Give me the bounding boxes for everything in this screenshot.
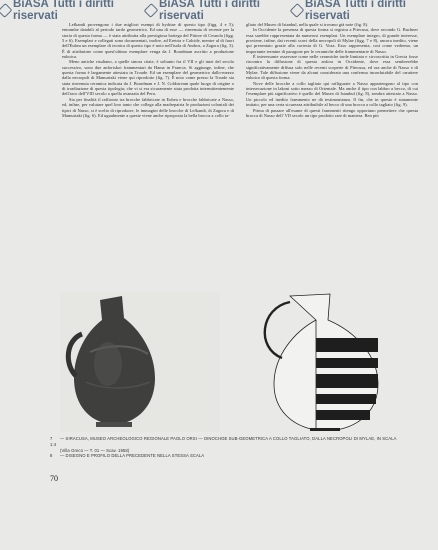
jug-photograph <box>60 292 220 432</box>
figure-caption <box>50 436 400 459</box>
caption-line: 8 — DISEGNO E PROFILO DELLA PRECEDENTE NELLA STESSA SCALA <box>50 453 205 459</box>
paragraph: Lefkandi provengono i due migliori esempi di hydriae di questo tipo (figg. 4 e 5); entrambe databili al periodo tardo geometrico. Ed una di esse — rinvenuta di recente per la storia di questa forma — è stata attribuita alla prestigiosa bottega del Pittore di Cesnola (figg. 5 e 6). Esemplari e collegati sono documentati, inoltre, ad Eretria e Calcide, mentre al di fuori dell'Eubea un esemplare di tecnica di questo tipo è noto nell'isola di Andros, a Zagora (fig. 3). È di attribuirne come quest'ultimo esemplare venga da J. Boardman ascritto a produzione euboica. <box>62 22 234 60</box>
caption-line: 7 — SIRACUSA, MUSEO ARCHEOLOGICO REGIONALE PAOLO ORSI — OINOCHOE SUB-GEOMETRICA A COLLO TAGLIATO, DALLA NECROPOLI DI MYLAE, IN SCALA 1:4 <box>50 436 397 447</box>
watermark-label: BiASA Tutti i diritti riservati <box>146 0 292 20</box>
biasa-logo-icon <box>290 3 305 18</box>
biasa-logo-icon <box>0 3 12 18</box>
page-number: 70 <box>50 474 58 483</box>
watermark-label: BiASA Tutti i diritti riservati <box>292 0 438 20</box>
watermark-label: BiASA Tutti i diritti riservati <box>0 0 146 20</box>
text-column-right <box>246 22 418 118</box>
paragraph: Nove delle brocche a collo tagliato qui raffigurate a Nasso appartengono al tipo con intersecazione in lakoni sotto mezzo di Orientale. Ma anche il tipo con labbro a becco, di cui l'esemplare più significativo è quello del Museo di Istanbul (fig. 8), sembra attestato a Nasso. Un piccolo ed inedito frammento ne dà testimonianza. Il fin, che in questo è statamente imitato, per una certa sicurezza attribuibile al becco di una brocca a collo tagliato (fig. 9). <box>246 80 418 108</box>
biasa-logo-icon <box>144 3 159 18</box>
paragraph: È interessante osservare come nelle ceramiche tarde limitata e circoscritta in Grecia fosse riscontro la diffusione di questa anfora in Occidente, dove essa sembrerebbe significativamente diffusa solo nelle recenti scoperte di Pitecusa, ed ora anche di Nasso e di Mylae. Tale diffusione viene da alcuni considerata una conferma inconfutabile del carattere euboico di questa forma. <box>246 54 418 81</box>
paragraph: Meno antiche risultano, a quelle sinora citate, è soltanto fra il VII e gli inizi del secolo successivo, sono due anforiskoi frammentari da Hama in Francia. Si aggiunge, infine, che questa forma è largamente attestata in Troade. Ed un esemplare del geometrico dallo-mezzo dalla necropoli di Mamurtaki viene qui riprodotto (fig. 7). È noto come presso la Troade sia stata rinvenuta ceramica indicata da J. Boardman e J. N. Coldstream quale luogo di origine o di irradiazione di questa tipologia; che vi si era sicuramente stata prodotta intermittentemente dell'arco dell'VIII secolo a quella avanzata del Peru. <box>62 59 234 97</box>
jug-profile-drawing <box>265 294 378 431</box>
paragraph: gliato del Museo di Istanbul, nella quale si trovano già note (fig. 8). <box>246 22 369 27</box>
figure-jug-photo-and-drawing <box>60 292 410 432</box>
paragraph: Prima di passare all'esame di questi frammenti ritengo opportuno premettere che questa brocca di Nasso dell' VII secolo un tipo prodotto rare di maniera. Ben più <box>246 107 418 118</box>
text-column-left <box>62 22 234 118</box>
paragraph: In Occidente la presenza di questa forma si registra a Pitecusa, dove secondo G. Buchner essa sarebbe rappresentata da numerosi esemplari. Un esemplare integro, di grande interesse, proviene, infine, dai recenti scavi della necropoli di Mylae (figg. 7 e 8), ancora inedito, viene qui presentato grazie alla cortesia di G. Voza. Esso rappresenta, così come vedremo, un importante termine di paragone per le ceramiche delle frammentarie di Nasso. <box>246 27 418 54</box>
paragraph: Sia per finalità il raffronto tra brocche fabbricate in Eubea e brocche fabbricate a Nasso, ed, infine, per valutare quel loro tanto che collega alla madrepatria le produzioni coloniali dei tipici di Nasso, si è scelto di riprodurre, le immagini delle brocche di Lefkandi, di Zagora e di Mamurtaki (fig. 6). Ed ugualmente a queste viene anche riproposta la bella brocca a collo ta- <box>62 96 234 118</box>
watermark-banner <box>0 0 438 20</box>
caption-line: (Villa Greco — T. 01 — Scav. 1958) <box>60 447 130 453</box>
